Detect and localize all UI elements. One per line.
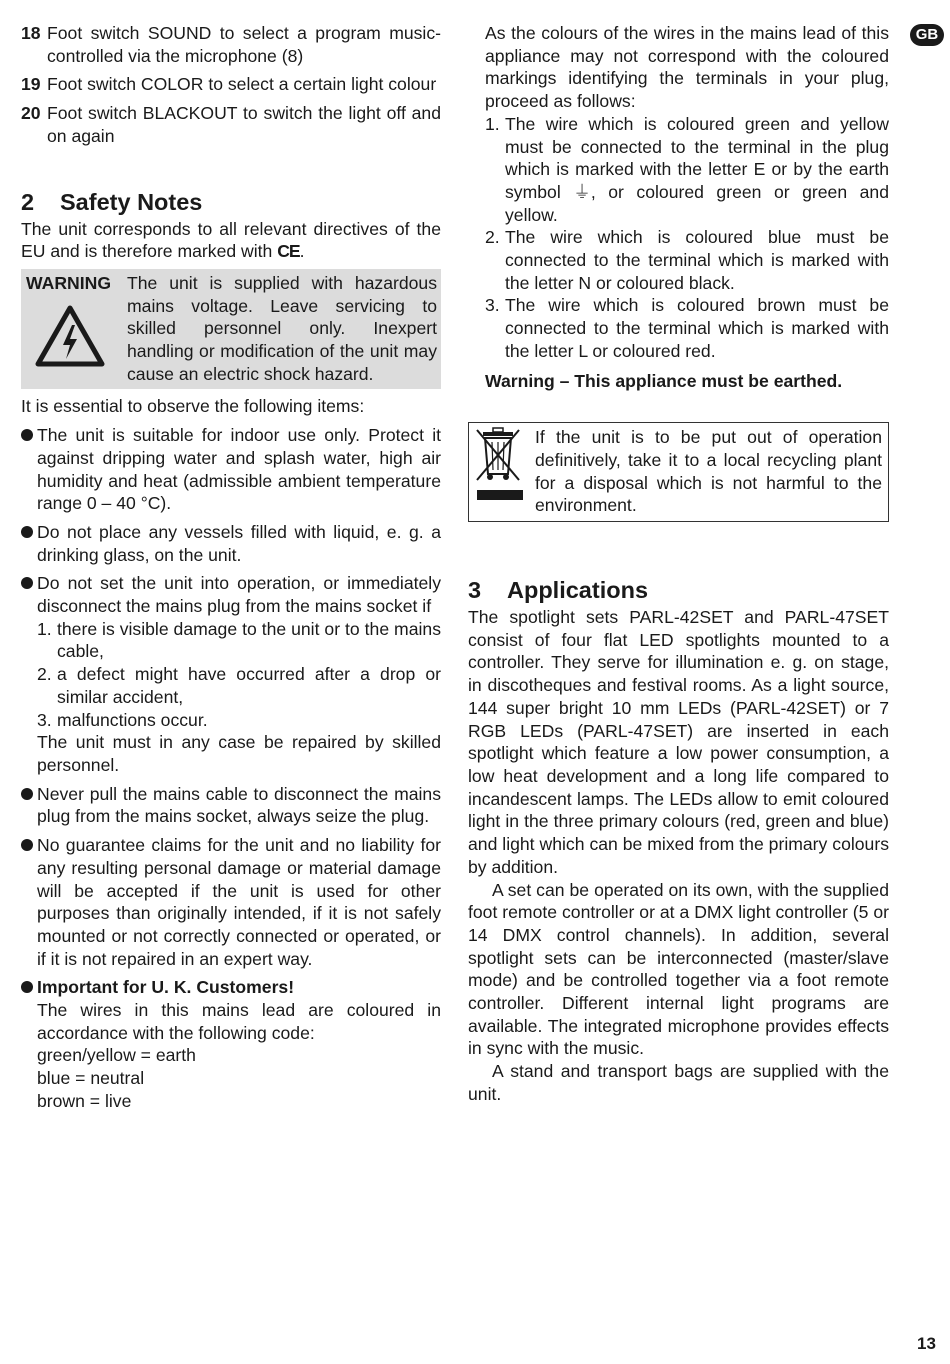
item-text: Foot switch COLOR to select a certain light colour	[47, 74, 437, 95]
step-text: The wire which is coloured green and yellow must be connected to the terminal in the plug which is marked with the letter E or by the earth symbol ⏚, or coloured green or green and yellow.	[505, 113, 889, 225]
disposal-box	[468, 422, 889, 522]
item-number: 18	[21, 23, 41, 43]
bullet-mains-cable	[21, 783, 441, 828]
section-number: 3	[468, 577, 482, 604]
bullet-icon	[21, 834, 37, 970]
left-column	[21, 22, 441, 1113]
wire-step	[468, 294, 889, 362]
safety-intro-text: The unit corresponds to all relevant directives of the EU and is therefore marked with	[21, 218, 441, 262]
bullet-disconnect	[21, 572, 441, 776]
bullet-guarantee	[21, 834, 441, 970]
applications-paragraph-2: A set can be operated on its own, with the supplied foot remote controller or at a DMX light controller (5 or 14 DMX control channels). In addition, several spotlight sets can be interconnected (master/slave mode) and be controlled together via a foot remote controller. Different internal light programs are available. The integrated microphone provides effects in sync with the music.	[468, 879, 889, 1059]
bullet-icon	[21, 521, 37, 566]
language-badge: GB	[910, 24, 944, 46]
bullet-vessels	[21, 521, 441, 566]
item-number: 19	[21, 74, 41, 95]
bullet-body	[37, 572, 441, 776]
sub-item	[37, 618, 441, 663]
warning-box	[21, 269, 441, 390]
section-title: Applications	[507, 577, 649, 604]
item-number: 20	[21, 103, 41, 124]
applications-paragraph-1: The spotlight sets PARL-42SET and PARL-47SET consist of four flat LED spotlights mounted to a controller. They serve for illumination e. g. on stage, in discotheques and festival rooms. As a light source, 144 super bright 10 mm LEDs (PARL-42SET) or 7 RGB LEDs (PARL-47SET) are inserted in each spotlight which feature a low power consumption, a low heat development and a long life compared to incandescent lamps. The LEDs allow to emit coloured light in the three primary colours (red, green and blue) and light which can be mixed from the primary colours by addition.	[468, 607, 889, 877]
bullet-text: No guarantee claims for the unit and no liability for any resulting personal damage or material damage will be accepted if the unit is used for other purposes than originally intended, if it is not safely mounted or not correctly connected or operated, or if it is not repaired in an expert way.	[37, 835, 441, 969]
bullet-icon	[21, 572, 37, 776]
step-number: 3.	[485, 295, 500, 316]
ce-mark: CE	[277, 241, 300, 262]
step-text: The wire which is coloured blue must be connected to the terminal which is marked with the letter N or coloured black.	[505, 227, 889, 293]
wire-step	[468, 226, 889, 294]
wire-code: brown = live	[37, 1090, 132, 1111]
bullet-text: Never pull the mains cable to disconnect the mains plug from the mains socket, always seize the plug.	[37, 783, 441, 827]
item-18	[21, 22, 441, 67]
sub-text: there is visible damage to the unit or to the mains cable,	[57, 618, 441, 662]
wire-code: green/yellow = earth	[37, 1045, 196, 1066]
observe-text: It is essential to observe the following items:	[21, 396, 365, 417]
sub-number: 3.	[37, 709, 52, 730]
wire-code: blue = neutral	[37, 1068, 145, 1089]
colours-intro: As the colours of the wires in the mains lead of this appliance may not correspond with the coloured markings identifying the terminals in your plug, proceed as follows:	[485, 23, 889, 112]
section-heading-safety	[21, 188, 441, 216]
sub-text: malfunctions occur.	[57, 709, 208, 730]
sub-item	[37, 663, 441, 708]
safety-intro: The unit corresponds to all relevant directives of the EU and is therefore marked with CE.	[21, 218, 441, 262]
uk-text: The wires in this mains lead are coloured in accordance with the following code:	[37, 1000, 441, 1043]
bullet-uk-customers	[21, 976, 441, 1112]
sub-item	[37, 709, 441, 732]
bullet-icon	[21, 783, 37, 828]
section-heading-applications	[468, 576, 889, 604]
item-19	[21, 73, 441, 96]
bullet-body	[37, 976, 441, 1112]
disposal-text: If the unit is to be put out of operation definitively, take it to a local recycling plant for a disposal which is not harmful to the environment.	[535, 427, 882, 516]
page-number: 13	[917, 1334, 936, 1353]
step-number: 1.	[485, 113, 500, 134]
repair-note: The unit must in any case be repaired by skilled personnel.	[37, 732, 441, 775]
sub-number: 1.	[37, 618, 52, 639]
warning-text: The unit is supplied with hazardous mains voltage. Leave servicing to skilled personnel only. Inexpert handling or modification of the unit may cause an electric shock hazard.	[127, 272, 437, 384]
warning-label-area	[26, 272, 127, 386]
high-voltage-warning-icon	[35, 305, 127, 373]
item-20	[21, 102, 441, 147]
section-title: Safety Notes	[60, 188, 203, 215]
wire-step	[468, 113, 889, 227]
bullet-text: The unit is suitable for indoor use only. Protect it against dripping water and splash water, high air humidity and heat (admissible ambient temperature range 0 – 40 °C).	[37, 425, 441, 514]
step-number: 2.	[485, 227, 500, 248]
sub-text: a defect might have occurred after a drop or similar accident,	[57, 664, 441, 707]
bullet-indoor	[21, 424, 441, 515]
bullet-text: Do not set the unit into operation, or immediately disconnect the mains plug from the mains socket if	[37, 573, 441, 617]
right-column	[468, 22, 889, 1106]
applications-paragraph-3: A stand and transport bags are supplied with the unit.	[468, 1061, 889, 1104]
sub-number: 2.	[37, 664, 52, 685]
crossed-bin-icon	[473, 426, 535, 517]
bullet-text: Do not place any vessels filled with liquid, e. g. a drinking glass, on the unit.	[37, 521, 441, 565]
bullet-icon	[21, 976, 37, 1112]
earthed-warning: Warning – This appliance must be earthed.	[485, 370, 843, 391]
item-text: Foot switch BLACKOUT to switch the light off and on again	[47, 103, 441, 146]
uk-title: Important for U. K. Customers!	[37, 977, 295, 998]
item-text: Foot switch SOUND to select a program music-controlled via the microphone (8)	[47, 23, 441, 66]
step-text: The wire which is coloured brown must be connected to the terminal which is marked with the letter L or coloured red.	[505, 295, 889, 361]
warning-label: WARNING	[26, 272, 112, 293]
bullet-icon	[21, 424, 37, 515]
section-number: 2	[21, 188, 35, 215]
